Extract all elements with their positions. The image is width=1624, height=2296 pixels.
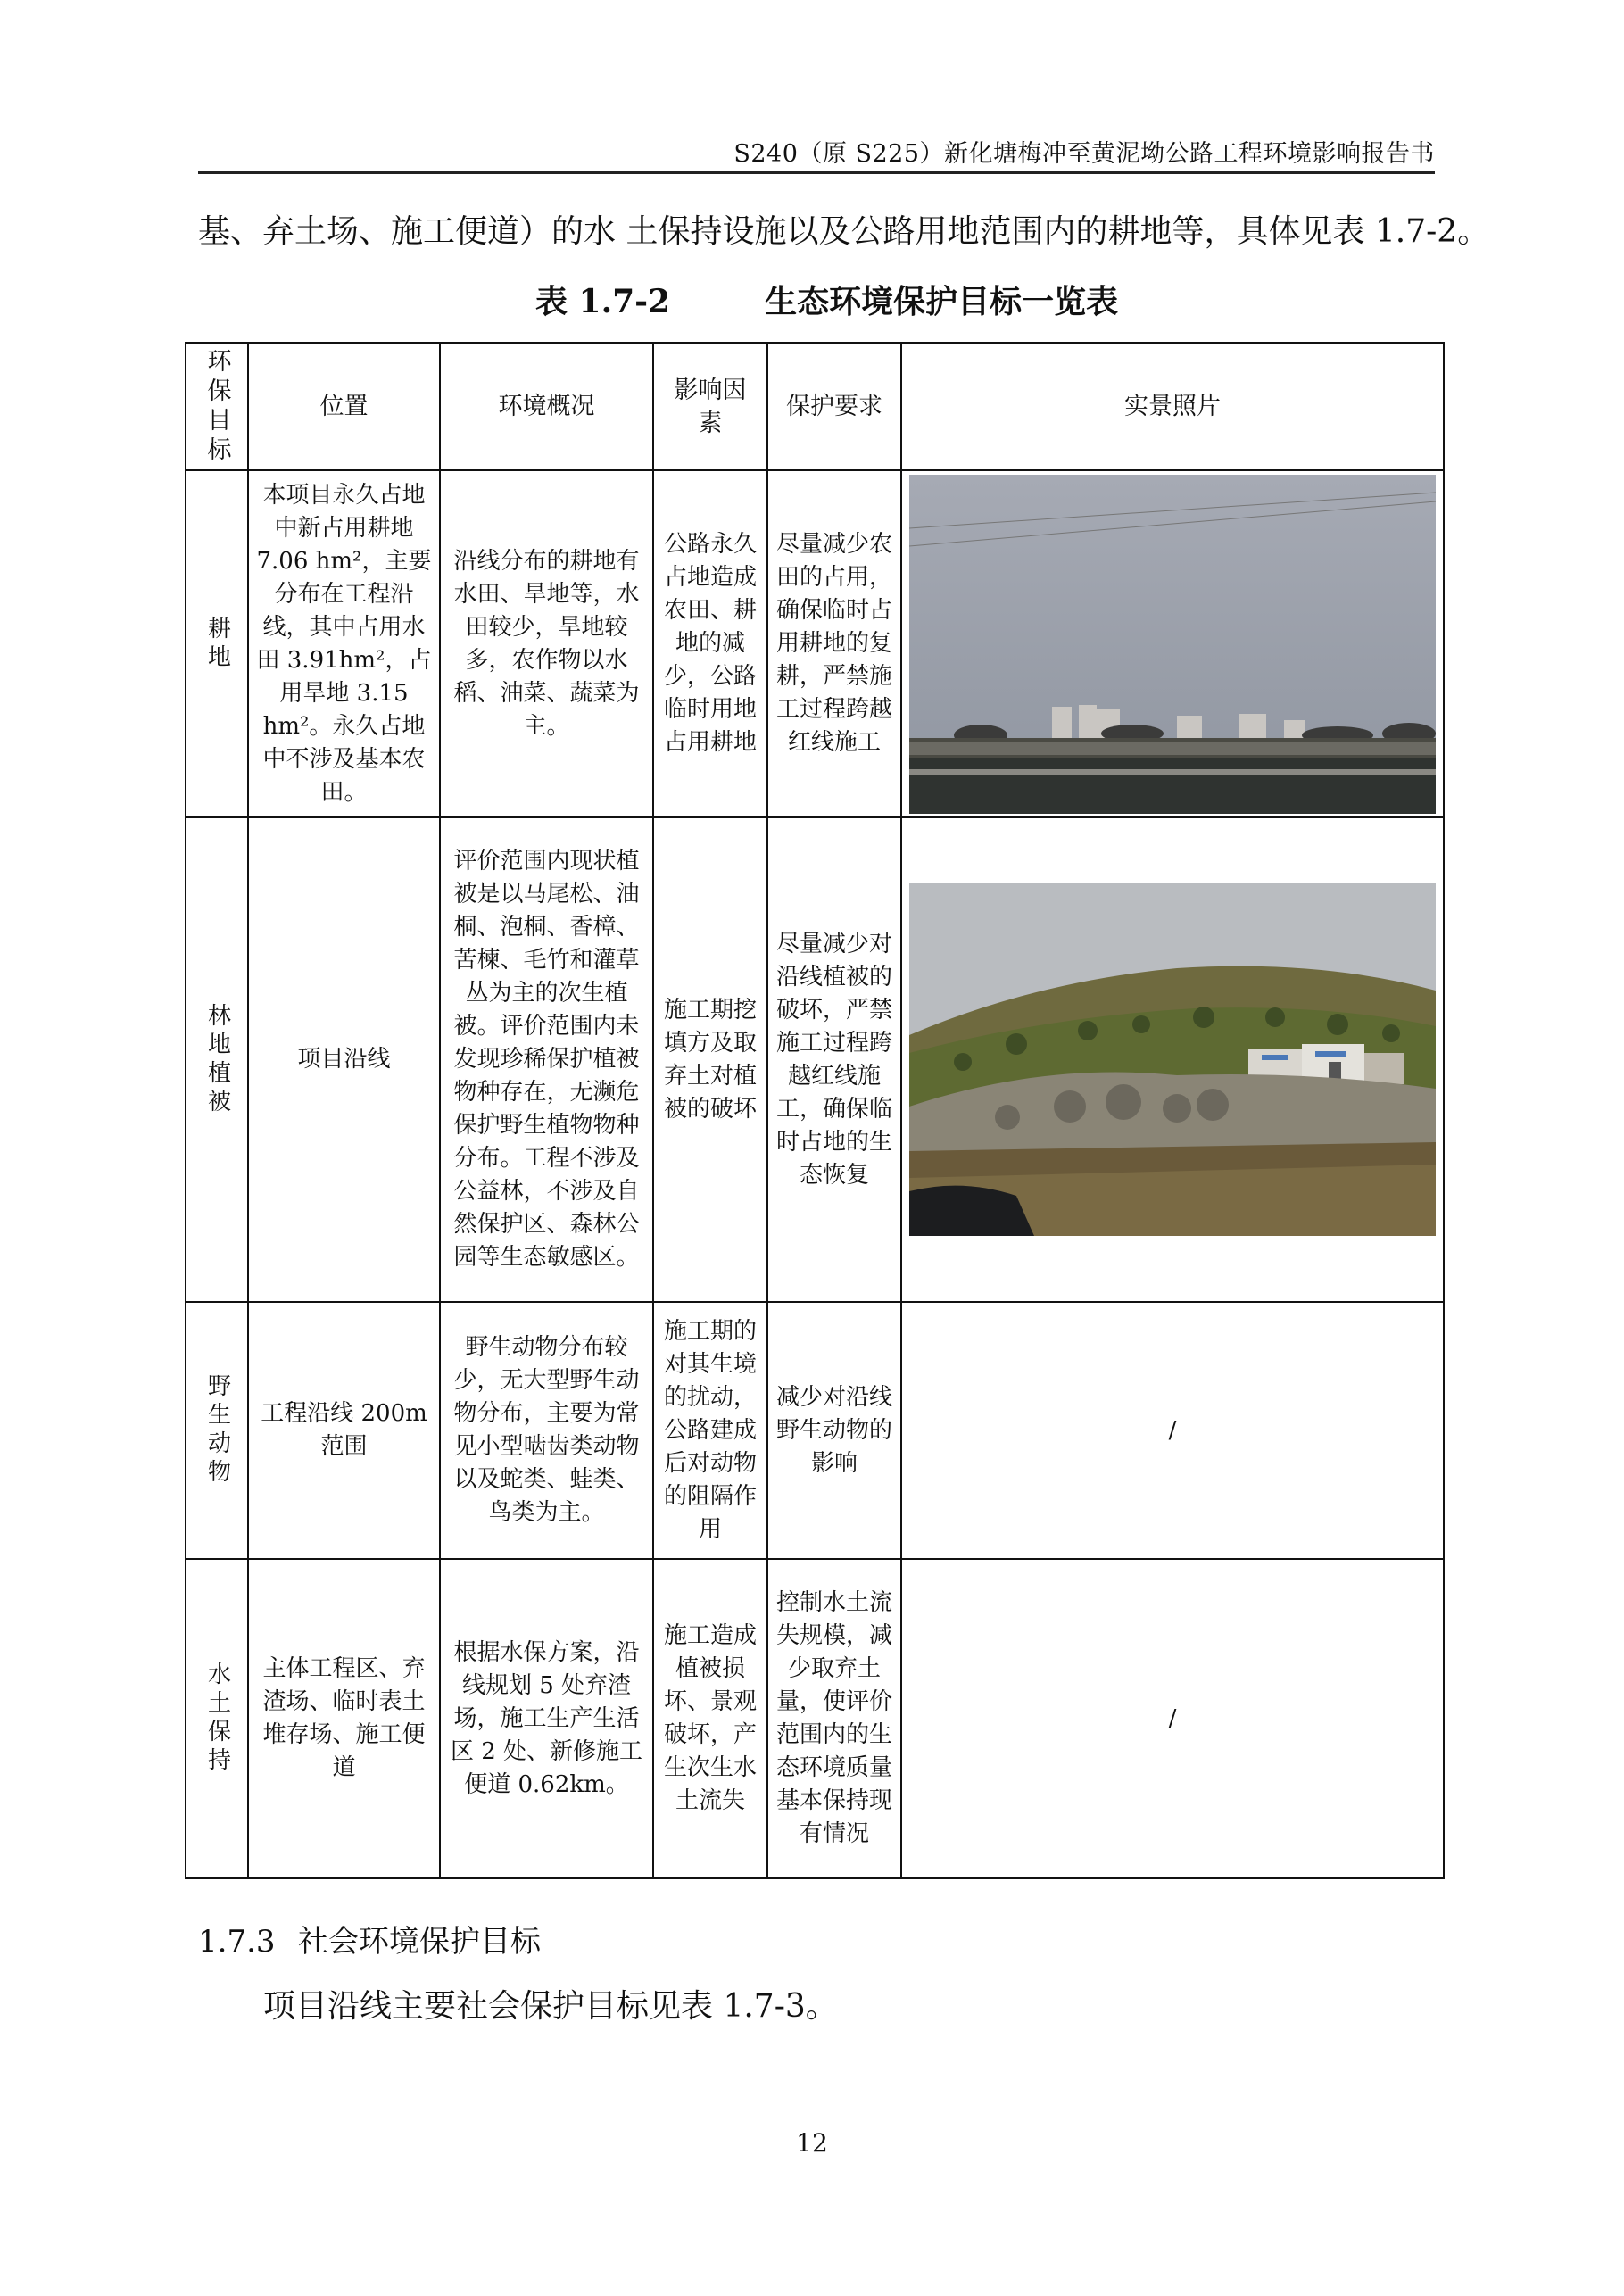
ecology-protection-table xyxy=(185,342,1445,1879)
row-target: 林地植被 xyxy=(186,817,248,1302)
page-number: 12 xyxy=(796,2128,828,2158)
row-target: 野生动物 xyxy=(186,1302,248,1559)
table-row xyxy=(186,470,1444,817)
header-requirement: 保护要求 xyxy=(767,343,901,470)
row-overview: 评价范围内现状植被是以马尾松、油桐、泡桐、香樟、苦楝、毛竹和灌草丛为主的次生植被。评价范围内未发现珍稀保护植被物种存在，无濒危保护野生植物物种分布。工程不涉及公益林，不涉及自然保护区、森林公园等生态敏感区。 xyxy=(440,817,653,1302)
row-requirement: 尽量减少对沿线植被的破坏，严禁施工过程跨越红线施工，确保临时占地的生态恢复 xyxy=(767,817,901,1302)
table-caption-title: 生态环境保护目标一览表 xyxy=(765,283,1119,320)
table-row xyxy=(186,1559,1444,1878)
row-impact: 公路永久占地造成农田、耕地的减少，公路临时用地占用耕地 xyxy=(653,470,767,817)
section-number: 1.7.3 xyxy=(198,1924,276,1960)
row-target: 水土保持 xyxy=(186,1559,248,1878)
running-header: S240（原 S225）新化塘梅冲至黄泥坳公路工程环境影响报告书 xyxy=(733,140,1435,168)
table-row xyxy=(186,817,1444,1302)
row-target: 耕地 xyxy=(186,470,248,817)
row-overview: 沿线分布的耕地有水田、旱地等，水田较少，旱地较多，农作物以水稻、油菜、蔬菜为主。 xyxy=(440,470,653,817)
header-photo: 实景照片 xyxy=(901,343,1444,470)
header-rule xyxy=(198,171,1435,174)
row-photo xyxy=(901,470,1444,817)
row-requirement: 控制水土流失规模，减少取弃土量，使评价范围内的生态环境质量基本保持现有情况 xyxy=(767,1559,901,1878)
row-overview: 根据水保方案，沿线规划 5 处弃渣场，施工生产生活区 2 处、新修施工便道 0.62km。 xyxy=(440,1559,653,1878)
header-overview: 环境概况 xyxy=(440,343,653,470)
row-impact: 施工期的对其生境的扰动，公路建成后对动物的阻隔作用 xyxy=(653,1302,767,1559)
forest-photo xyxy=(909,883,1436,1236)
row-photo-placeholder: / xyxy=(901,1302,1444,1559)
row-photo-placeholder: / xyxy=(901,1559,1444,1878)
table-row xyxy=(186,1302,1444,1559)
row-location: 项目沿线 xyxy=(248,817,440,1302)
row-location: 本项目永久占地中新占用耕地 7.06 hm²，主要分布在工程沿线，其中占用水田 3.91hm²，占用旱地 3.15 hm²。永久占地中不涉及基本农田。 xyxy=(248,470,440,817)
row-location: 主体工程区、弃渣场、临时表土堆存场、施工便道 xyxy=(248,1559,440,1878)
section-title: 社会环境保护目标 xyxy=(298,1924,541,1960)
row-requirement: 尽量减少农田的占用，确保临时占用耕地的复耕，严禁施工过程跨越红线施工 xyxy=(767,470,901,817)
intro-paragraph: 基、弃土场、施工便道）的水 土保持设施以及公路用地范围内的耕地等，具体见表 1.7-2。 xyxy=(198,213,1490,250)
header-location: 位置 xyxy=(248,343,440,470)
table-caption xyxy=(535,277,1118,322)
section-paragraph: 项目沿线主要社会保护目标见表 1.7-3。 xyxy=(263,1988,838,2025)
row-requirement: 减少对沿线野生动物的影响 xyxy=(767,1302,901,1559)
row-location: 工程沿线 200m 范围 xyxy=(248,1302,440,1559)
section-heading xyxy=(198,1917,541,1960)
farmland-photo xyxy=(909,475,1436,814)
row-impact: 施工期挖填方及取弃土对植被的破坏 xyxy=(653,817,767,1302)
table-header-row xyxy=(186,343,1444,470)
row-impact: 施工造成植被损坏、景观破坏，产生次生水土流失 xyxy=(653,1559,767,1878)
row-overview: 野生动物分布较少，无大型野生动物分布，主要为常见小型啮齿类动物以及蛇类、蛙类、鸟类为主。 xyxy=(440,1302,653,1559)
row-photo xyxy=(901,817,1444,1302)
header-target: 环保目标 xyxy=(186,343,248,470)
header-impact: 影响因素 xyxy=(653,343,767,470)
table-caption-number: 表 1.7-2 xyxy=(535,283,671,320)
